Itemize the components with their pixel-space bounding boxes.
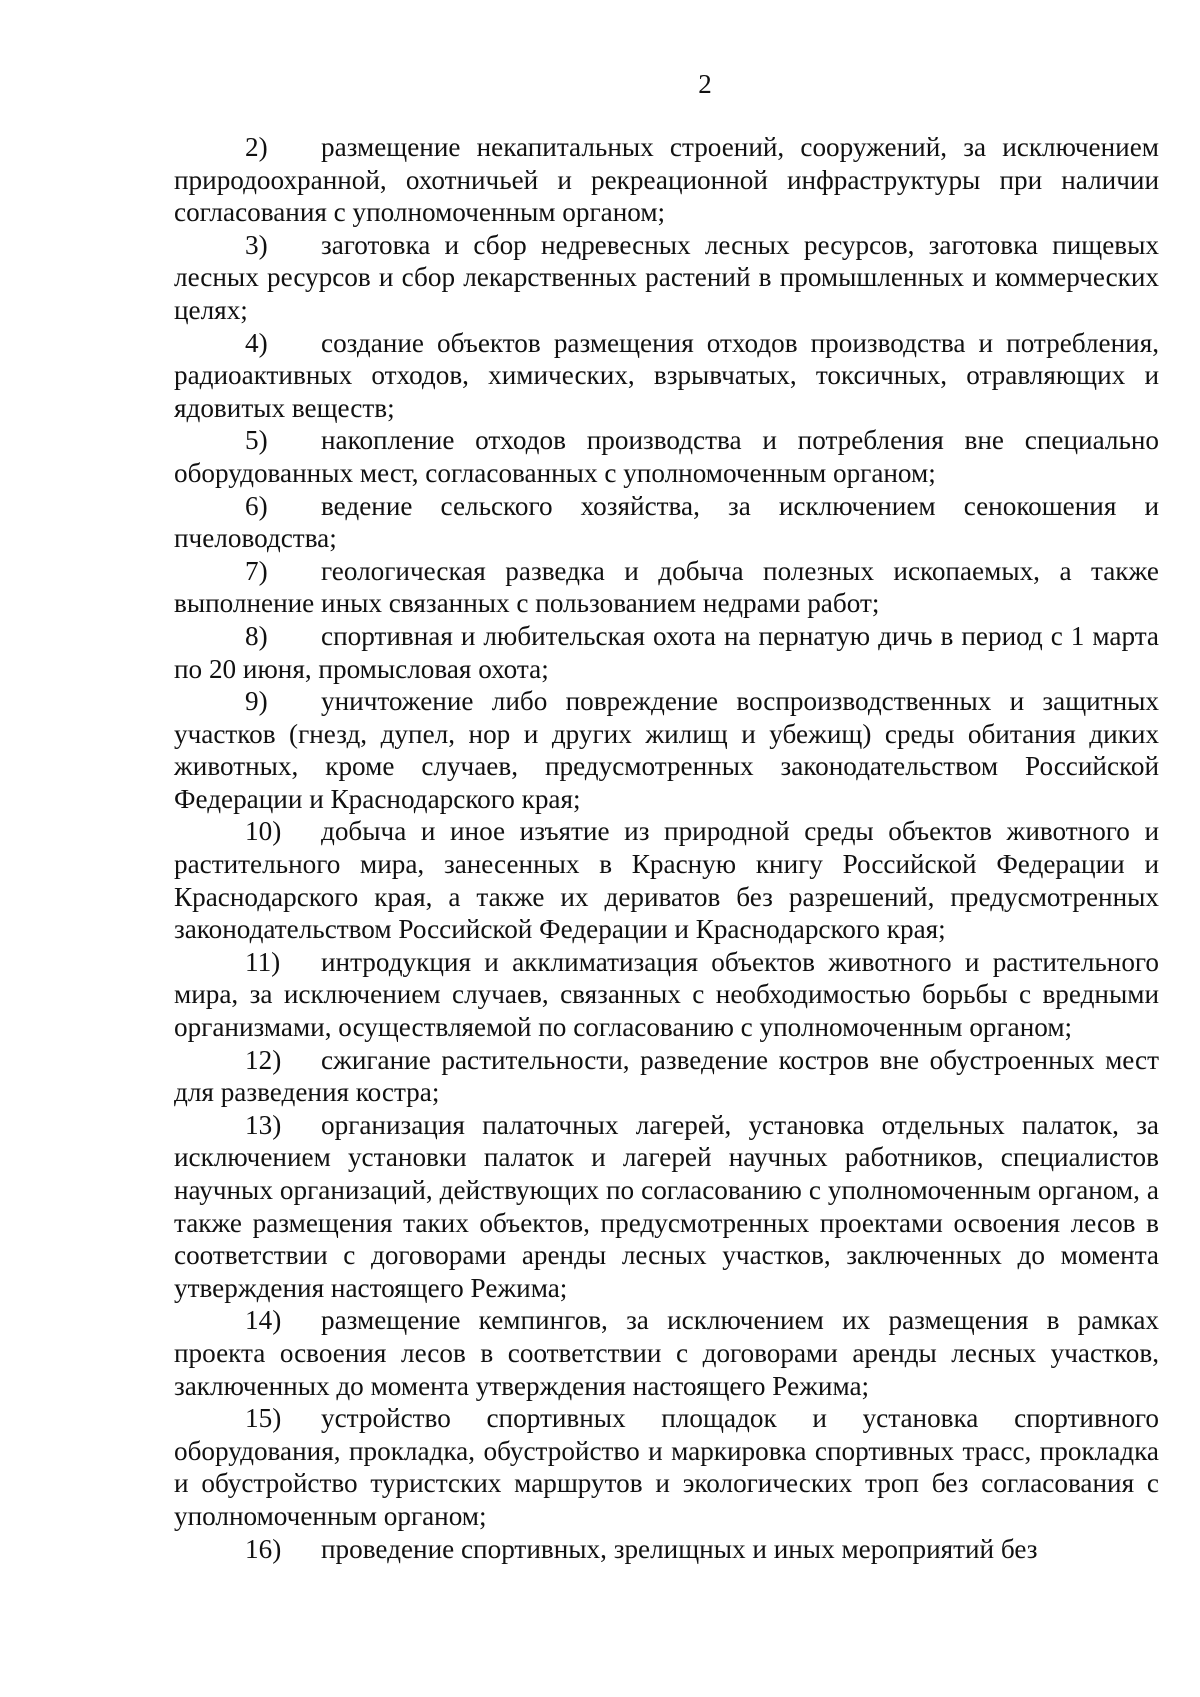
item-number: 16)	[245, 1533, 282, 1564]
item-text: уничтожение либо повреждение воспроизводственных и защитных участков (гнезд, дупел, нор и других жилищ и убежищ) среды обитания диких животных, кроме случаев, предусмотренных законодательством Российской Федерации и Краснодарского края;	[174, 686, 1159, 814]
prohibitions-list	[174, 131, 1159, 1565]
list-item	[174, 620, 1159, 685]
item-text: устройство спортивных площадок и установка спортивного оборудования, прокладка, обустройство и маркировка спортивных трасс, прокладка и обустройство туристских маршрутов и экологических троп без согласования с уполномоченным органом;	[174, 1403, 1159, 1531]
item-text: создание объектов размещения отходов производства и потребления, радиоактивных отходов, химических, взрывчатых, токсичных, отравляющих и ядовитых веществ;	[174, 327, 1159, 423]
item-text: спортивная и любительская охота на пернатую дичь в период с 1 марта по 20 июня, промысловая охота;	[174, 620, 1159, 684]
item-number: 9)	[245, 686, 268, 717]
list-item	[174, 815, 1159, 945]
list-item	[174, 1304, 1159, 1402]
list-item	[174, 1533, 1159, 1566]
list-item	[174, 1044, 1159, 1109]
item-number: 2)	[245, 132, 268, 162]
item-text: геологическая разведка и добыча полезных ископаемых, а также выполнение иных связанных с пользованием недрами работ;	[174, 555, 1159, 619]
item-number: 13)	[245, 1109, 282, 1140]
list-item	[174, 229, 1159, 327]
list-item	[174, 131, 1159, 229]
item-number: 11)	[245, 946, 281, 977]
item-number: 15)	[245, 1403, 282, 1434]
item-number: 4)	[245, 327, 268, 358]
list-item	[174, 490, 1159, 555]
item-text: размещение кемпингов, за исключением их размещения в рамках проекта освоения лесов в соответствии с договорами аренды лесных участков, заключенных до момента утверждения настоящего Режима;	[174, 1305, 1159, 1401]
item-number: 7)	[245, 555, 268, 586]
item-number: 8)	[245, 620, 268, 651]
item-number: 12)	[245, 1044, 282, 1075]
list-item	[174, 1109, 1159, 1305]
item-text: размещение некапитальных строений, сооружений, за исключением природоохранной, охотничьей и рекреационной инфраструктуры при наличии согласования с уполномоченным органом;	[174, 132, 1159, 228]
item-number: 5)	[245, 425, 268, 456]
list-item	[174, 327, 1159, 425]
list-item	[174, 555, 1159, 620]
list-item	[174, 685, 1159, 815]
item-number: 10)	[245, 816, 282, 847]
list-item	[174, 424, 1159, 489]
item-text: заготовка и сбор недревесных лесных ресурсов, заготовка пищевых лесных ресурсов и сбор лекарственных растений в промышленных и коммерческих целях;	[174, 229, 1159, 325]
item-number: 14)	[245, 1305, 282, 1336]
item-text: проведение спортивных, зрелищных и иных мероприятий без	[321, 1533, 1038, 1564]
item-text: сжигание растительности, разведение костров вне обустроенных мест для разведения костра;	[174, 1044, 1159, 1108]
list-item	[174, 946, 1159, 1044]
item-text: интродукция и акклиматизация объектов животного и растительного мира, за исключением случаев, связанных с необходимостью борьбы с вредными организмами, осуществляемой по согласованию с уполномоченным органом;	[174, 946, 1159, 1043]
page-number: 2	[698, 69, 712, 99]
item-text: ведение сельского хозяйства, за исключением сенокошения и пчеловодства;	[174, 490, 1159, 554]
item-text: добыча и иное изъятие из природной среды объектов животного и растительного мира, занесенных в Красную книгу Российской Федерации и Краснодарского края, а также их дериватов без разрешений, предусмотренных законодательством Российской Федерации и Краснодарского края;	[174, 816, 1159, 945]
list-item	[174, 1402, 1159, 1532]
item-text: организация палаточных лагерей, установка отдельных палаток, за исключением установки палаток и лагерей научных работников, специалистов научных организаций, действующих по согласованию с уполномоченным органом, а также размещения таких объектов, предусмотренных проектами освоения лесов в соответствии с договорами аренды лесных участков, заключенных до момента утверждения настоящего Режима;	[174, 1109, 1159, 1303]
item-number: 3)	[245, 229, 268, 260]
item-number: 6)	[245, 490, 268, 521]
item-text: накопление отходов производства и потребления вне специально оборудованных мест, согласованных с уполномоченным органом;	[174, 425, 1159, 488]
